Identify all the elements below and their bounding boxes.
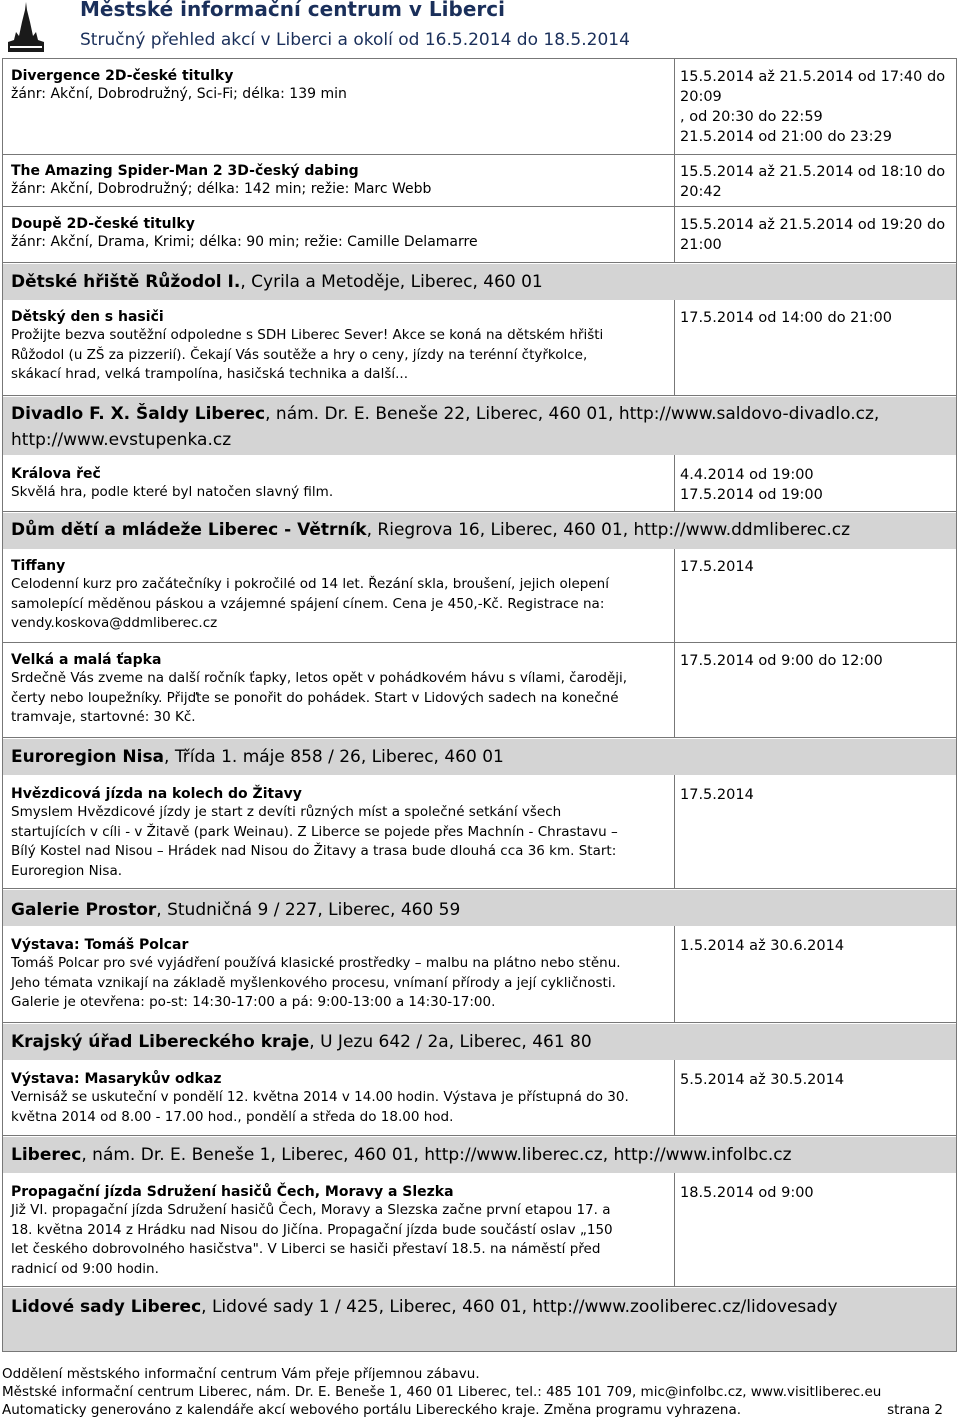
event-desc: Euroregion Nisa. [11,862,123,879]
event-desc: vendy.koskova@ddmliberec.cz [11,615,218,631]
event-desc: Růžodol (u ZŠ za pizzerií). Čekají Vás soutěže a hry o ceny, jízdy na terénní čtyřkolce, [11,346,588,363]
event-desc: Smyslem Hvězdicové jízdy je start z devíti různých míst a společné setkání všech [11,804,562,820]
event-title: Doupě 2D-české titulky [11,216,195,232]
venue-header [3,1024,956,1060]
footer-contact: Městské informační centrum Liberec, nám. Dr. E. Beneše 1, 460 01 Liberec, tel.: 485 101 709, mic@infolbc.cz, www.visitliberec.eu [2,1384,882,1400]
event-desc: Bílý Kostel nad Nisou – Hrádek nad Nisou do Žitavy a trasa bude dlouhá cca 36 km. Start: [11,843,617,859]
event-desc: tramvaje, startovné: 30 Kč. [11,709,196,725]
venue-name: Galerie Prostor [11,900,157,920]
venue-header [3,513,956,549]
event-date: 17.5.2014 [680,559,754,575]
event-title: The Amazing Spider-Man 2 3D-český dabing [11,163,359,179]
page-title: Městské informační centrum v Liberci [80,0,505,21]
event-date: 4.4.2014 od 19:00 [680,467,814,483]
event-title: Tiffany [11,558,66,574]
event-block [3,1173,956,1287]
event-title: Propagační jízda Sdružení hasičů Čech, Moravy a Slezka [11,1184,454,1200]
event-title: Velká a malá ťapka [11,652,162,668]
event-block [3,1060,956,1136]
event-desc: Celodenní kurz pro začátečníky i pokročilé od 14 let. Řezání skla, broušení, jejich olepení [11,576,609,592]
event-desc: samolepící měděnou páskou a vzájemné spájení cínem. Cena je 450,-Kč. Registrace na: [11,595,605,612]
event-block [3,549,956,643]
event-title: Výstava: Tomáš Polcar [11,937,189,953]
event-block [3,155,956,207]
event-date: 21:00 [680,237,722,253]
event-desc: Srdečně Vás zveme na další ročník ťapky, letos opět v pohádkovém hávu s vílami, čaroději, [11,670,628,686]
event-block [3,643,956,738]
event-date: 20:09 [680,89,722,105]
event-date: 15.5.2014 až 21.5.2014 od 18:10 do [680,164,946,180]
event-title: Králova řeč [11,466,101,482]
venue-address: , Třída 1. máje 858 / 26, Liberec, 460 01 [164,747,504,767]
event-desc: radnicí od 9:00 hodin. [11,1260,159,1277]
city-logo-icon [4,2,48,52]
venue-address: , U Jezu 642 / 2a, Liberec, 461 80 [309,1032,592,1052]
event-title: Dětský den s hasiči [11,309,164,325]
venue-header [3,890,956,926]
page-subtitle: Stručný přehled akcí v Liberci a okolí od 16.5.2014 do 18.5.2014 [80,30,630,50]
venue-header [3,1288,956,1351]
event-date: 21.5.2014 od 21:00 do 23:29 [680,129,892,145]
event-info: žánr: Akční, Drama, Krimi; délka: 90 min; režie: Camille Delamarre [11,234,478,250]
event-date: , od 20:30 do 22:59 [680,109,823,125]
venue-name: Dům dětí a mládeže Liberec - Větrník [11,520,367,540]
event-block [3,59,956,155]
venue-address: , Riegrova 16, Liberec, 460 01, http://www.ddmliberec.cz [366,520,851,540]
event-desc: startujících v cíli - v Žitavě (park Weinau). Z Liberce se pojede přes Machnín - Chrastavu – [11,823,618,840]
footer-greeting: Oddělení městského informační centrum Vám přeje příjemnou zábavu. [2,1366,480,1382]
event-info: žánr: Akční, Dobrodružný; délka: 142 min; režie: Marc Webb [11,181,432,197]
event-date: 20:42 [680,184,722,200]
event-date: 5.5.2014 až 30.5.2014 [680,1072,845,1088]
event-desc: čerty nebo loupežníky. Přijďte se ponořit do pohádek. Start v Lidových sadech na konečné [11,689,619,706]
venue-header [3,739,956,775]
event-date: 17.5.2014 od 9:00 do 12:00 [680,653,883,669]
event-date: 17.5.2014 od 19:00 [680,487,823,503]
event-date: 15.5.2014 až 21.5.2014 od 19:20 do [680,217,946,233]
page-footer [2,1365,957,1419]
event-info: žánr: Akční, Dobrodružný, Sci-Fi; délka: 139 min [11,86,347,102]
event-date: 15.5.2014 až 21.5.2014 od 17:40 do [680,69,946,85]
event-desc: Tomáš Polcar pro své vyjádření používá klasické prostředky – malbu na plátno nebo stěnu. [11,955,621,971]
venue-name: Lidové sady Liberec [11,1297,202,1317]
event-block [3,300,956,396]
page-header [0,0,960,58]
event-title: Hvězdicová jízda na kolech do Žitavy [11,786,302,802]
event-desc: Prožijte bezva soutěžní odpoledne s SDH Liberec Sever! Akce se koná na dětském hřišti [11,327,604,343]
event-date: 1.5.2014 až 30.6.2014 [680,938,845,954]
event-desc: 18. května 2014 z Hrádku nad Nisou do Jičína. Propagační jízda bude součástí oslav „150 [11,1221,613,1238]
event-desc: skákací hrad, velká trampolína, hasičská technika a další... [11,366,408,382]
event-date: 17.5.2014 [680,787,754,803]
event-desc: května 2014 od 8.00 - 17.00 hod., pondělí a středa do 18.00 hod. [11,1108,454,1125]
event-desc: Již VI. propagační jízda Sdružení hasičů Čech, Moravy a Slezska začne první etapou 17. a [11,1202,611,1218]
venue-header [3,397,956,455]
venue-address: , Lidové sady 1 / 425, Liberec, 460 01, http://www.zooliberec.cz/lidovesady [201,1297,838,1317]
page-number: strana 2 [887,1402,943,1418]
event-desc: Jeho témata vznikají na základě myšlenkového procesu, vnímaní přírody a její cykličnosti. [11,974,616,991]
venue-address: , nám. Dr. E. Beneše 22, Liberec, 460 01, http://www.saldovo-divadlo.cz, [265,404,880,424]
event-block [3,207,956,263]
venue-name: Liberec [11,1145,82,1165]
venue-name: Krajský úřad Libereckého kraje [11,1032,310,1052]
event-block [3,775,956,889]
venue-header [3,1137,956,1173]
event-date: 18.5.2014 od 9:00 [680,1185,814,1201]
event-title: Divergence 2D-české titulky [11,68,234,84]
event-block [3,926,956,1023]
event-desc: Vernisáž se uskuteční v pondělí 12. května 2014 v 14.00 hodin. Výstava je přístupná do 30. [11,1089,629,1105]
event-block [3,455,956,512]
venue-address: , nám. Dr. E. Beneše 1, Liberec, 460 01, http://www.liberec.cz, http://www.infolbc.cz [81,1145,792,1165]
event-desc: Galerie je otevřena: po-st: 14:30-17:00 a pá: 9:00-13:00 a 14:30-17:00. [11,994,496,1010]
event-date: 17.5.2014 od 14:00 do 21:00 [680,310,892,326]
venue-header [3,264,956,300]
venue-address: , Studničná 9 / 227, Liberec, 460 59 [156,900,461,920]
venue-address: , Cyrila a Metoděje, Liberec, 460 01 [240,272,543,292]
event-desc: let českého dobrovolného hasičstva". V Liberci se hasiči přestaví 18.5. na náměstí před [11,1241,601,1257]
venue-address-2: http://www.evstupenka.cz [11,430,232,450]
venue-name: Euroregion Nisa [11,747,165,767]
footer-note: Automaticky generováno z kalendáře akcí webového portálu Libereckého kraje. Změna programu vyhrazena. [2,1402,742,1418]
event-title: Výstava: Masarykův odkaz [11,1071,222,1087]
venue-name: Dětské hřiště Růžodol I. [11,272,241,292]
event-desc: Skvělá hra, podle které byl natočen slavný film. [11,484,334,500]
venue-name: Divadlo F. X. Šaldy Liberec [11,404,266,424]
